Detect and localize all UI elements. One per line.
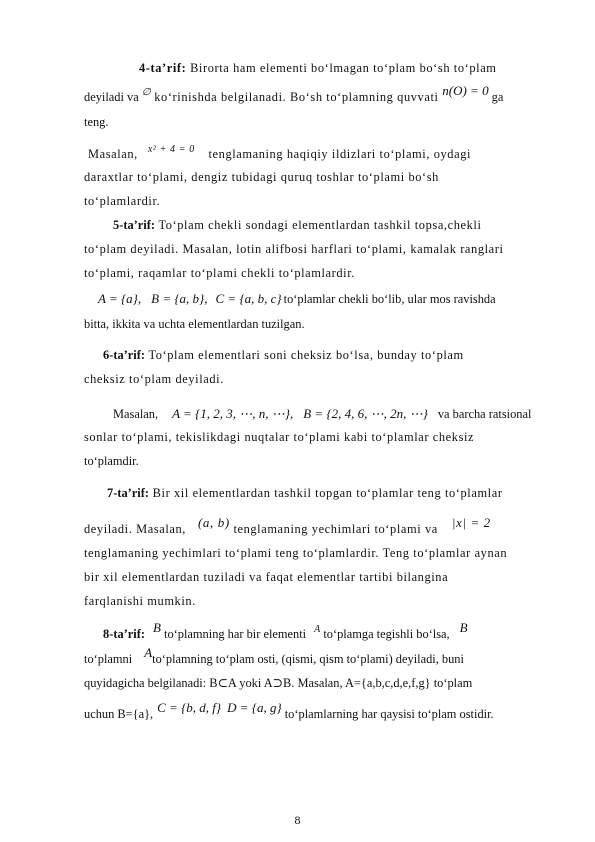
text: to‘plamni (84, 652, 133, 666)
text: daraxtlar to‘plami, dengiz tubidagi quruq toshlar to‘plami bo‘sh (84, 170, 439, 184)
definition-7-label: 7-ta’rif: (107, 486, 149, 500)
subset-c-formula: C = {b, d, f} (157, 700, 222, 715)
line-3 (84, 116, 553, 128)
definition-5-label: 5-ta’rif: (113, 218, 155, 232)
text: sonlar to‘plami, tekislikdagi nuqtalar to‘plami kabi to‘plamlar cheksiz (84, 430, 475, 444)
text: deyiladi. Masalan, (84, 522, 186, 536)
text: to‘plami, raqamlar to‘plami chekli to‘plamlardir. (84, 266, 355, 280)
line-21 (84, 595, 553, 607)
line-18 (84, 515, 553, 536)
text: to‘plamlar chekli bo‘lib, ular mos ravishda (283, 292, 496, 306)
line-4 (88, 144, 553, 161)
text: farqlanishi mumkin. (84, 594, 196, 608)
text: teng. (84, 115, 109, 129)
text: to‘plamning har bir elementi (160, 627, 307, 641)
equation-formula: x² + 4 = 0 (147, 144, 195, 155)
text: tenglamaning yechimlari to‘plami teng to‘plamlardir. Teng to‘plamlar aynan (84, 546, 508, 560)
text: Masalan, (88, 147, 138, 161)
text: Masalan, (113, 407, 159, 421)
text: to‘plam deyiladi. Masalan, lotin alifbosi harflari to‘plami, kamalak ranglari (84, 242, 504, 256)
subset-d-formula: D = {a, g} (227, 700, 282, 715)
set-c-formula: C = {a, b, c} (215, 291, 282, 306)
text: tenglamaning yechimlari to‘plami va (229, 522, 438, 536)
infinite-set-a-formula: A = {1, 2, 3, ⋯, n, ⋯}, (172, 406, 294, 421)
absolute-value-formula: |x| = 2 (451, 515, 491, 530)
line-9 (84, 267, 553, 279)
set-a-formula: A = {a}, (98, 291, 142, 306)
line-6 (84, 195, 553, 207)
page-number: 8 (294, 813, 301, 827)
text: Birorta ham elementi bo‘lmagan to‘plam bo‘sh to‘plam (186, 61, 497, 75)
empty-set-formula: ∅ (141, 87, 151, 98)
line-16 (84, 455, 553, 467)
line-1 (84, 62, 553, 74)
line-25 (84, 700, 553, 721)
line-22 (103, 620, 553, 641)
text: To‘plam elementlari soni cheksiz bo‘lsa, bunday to‘plam (144, 348, 464, 362)
line-10 (98, 292, 553, 305)
line-5 (84, 171, 553, 183)
line-19 (84, 547, 553, 559)
set-b-symbol: B (152, 620, 161, 635)
solution-pair-formula: (a, b) (197, 515, 230, 530)
line-8 (84, 243, 553, 255)
line-2 (84, 83, 553, 104)
text: Bir xil elementlardan tashkil topgan to‘plamlar teng to‘plamlar (148, 486, 503, 500)
text: deyiladi va (84, 90, 142, 104)
text: ko‘rinishda belgilanadi. Bo‘sh to‘plamning quvvati (150, 90, 443, 104)
set-b-formula: B = {a, b}, (151, 291, 208, 306)
text: to‘plamga tegishli bo‘lsa, (320, 627, 450, 641)
line-7 (113, 219, 553, 231)
line-24 (84, 677, 553, 689)
text: uchun B={a}, (84, 707, 154, 721)
text: tenglamaning haqiqiy ildizlari to‘plami, oydagi (204, 147, 472, 161)
text: to‘plamning to‘plam osti, (qismi, qism to‘plami) deyiladi, buni (152, 652, 464, 666)
text: cheksiz to‘plam deyiladi. (84, 372, 224, 386)
text: to‘plamdir. (84, 454, 139, 468)
line-11 (84, 318, 553, 330)
text: ga (488, 90, 504, 104)
line-12 (103, 349, 553, 361)
text: to‘plamlardir. (84, 194, 161, 208)
set-b-symbol: B (459, 620, 468, 635)
definition-8-label: 8-ta’rif: (103, 627, 145, 641)
infinite-set-b-formula: B = {2, 4, 6, ⋯, 2n, ⋯} (303, 406, 428, 421)
line-13 (84, 373, 553, 385)
text: bir xil elementlardan tuziladi va faqat elementlar tartibi bilangina (84, 570, 449, 584)
definition-4-label: 4-ta’rif: (139, 61, 187, 75)
line-15 (84, 431, 553, 443)
definition-6-label: 6-ta’rif: (103, 348, 145, 362)
text: bitta, ikkita va uchta elementlardan tuzilgan. (84, 317, 305, 331)
text: To‘plam chekli sondagi elementlardan tashkil topsa,chekli (154, 218, 482, 232)
set-a-symbol: A (314, 624, 321, 635)
set-a-symbol: A (144, 645, 153, 660)
text: quyidagicha belgilanadi: B⊂A yoki A⊃B. Masalan, A={a,b,c,d,e,f,g} to‘plam (84, 676, 473, 690)
line-14 (113, 407, 553, 420)
text: to‘plamlarning har qaysisi to‘plam ostidir. (281, 707, 494, 721)
line-20 (84, 571, 553, 583)
line-23 (84, 645, 553, 666)
cardinality-formula: n(O) = 0 (442, 83, 489, 98)
line-17 (107, 487, 553, 499)
text: va barcha ratsional (437, 407, 532, 421)
